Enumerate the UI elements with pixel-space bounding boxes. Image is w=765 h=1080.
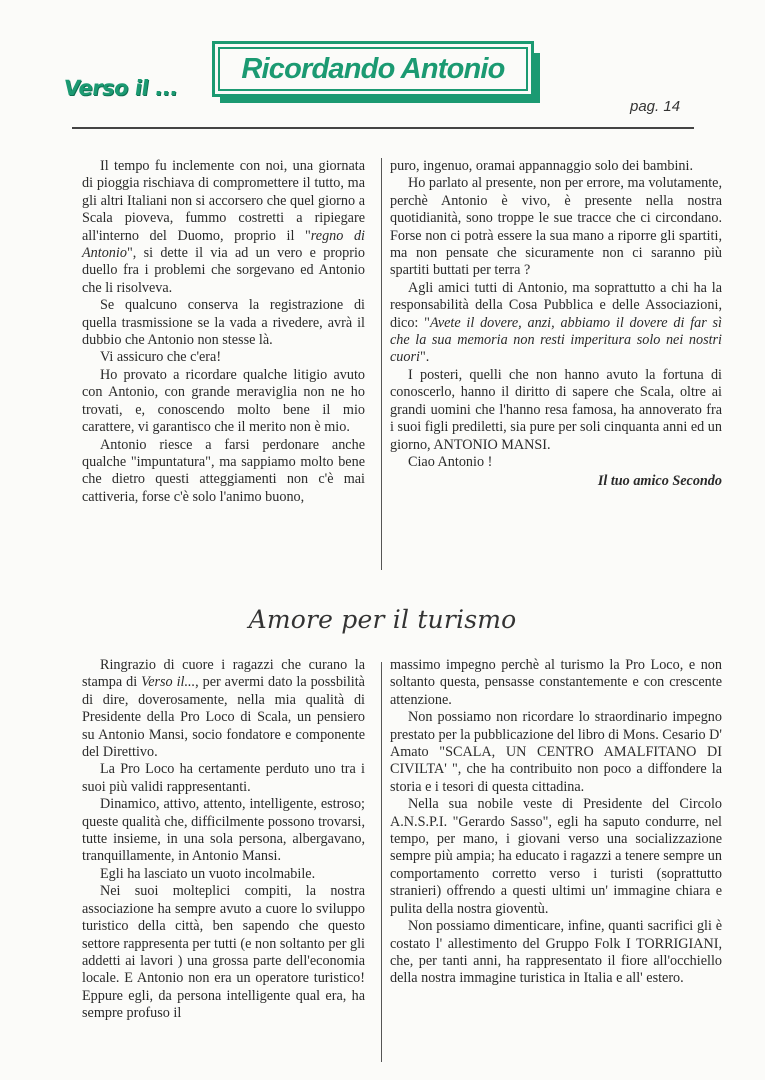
paragraph: puro, ingenuo, oramai appannaggio solo dei bambini. [390,158,693,174]
text: Ringrazio di cuore i ragazzi che curano la stampa di [82,657,365,691]
paragraph: Ciao Antonio ! [408,453,493,470]
column-divider [381,158,382,570]
article1-column1 [82,158,365,506]
paragraph: Se qualcuno conserva la registrazione di quella trasmissione se la vada a rivedere, avrà il dubbio che Antonio non stesse là. [82,297,365,349]
paragraph: Nella sua nobile veste di Presidente del Circolo A.N.S.P.I. "Gerardo Sasso", egli ha saputo condurre, nel tempo, per mano, i giovani verso una socializzazione sempre più ampia; ha educato i ragazzi a tenere sempre un comportamento corretto verso i turisti (soprattutto stranieri) offrendo a questi ultimi un' immagine chiara e pulita della nostra gioventù. [390,796,722,917]
article2-column2 [390,657,722,988]
logo-verso-il: Verso il ... [62,76,180,100]
text: ", si dette il via ad un vero e proprio duello fra i problemi che sorgevano ed Antonio che li risolveva. [82,245,365,296]
article2-title: Amore per il turismo [248,605,517,634]
page-number: pag. 14 [630,98,681,115]
article2-column1 [82,657,365,1023]
paragraph [82,158,365,297]
paragraph: Nei suoi molteplici compiti, la nostra associazione ha sempre avuto a cuore lo sviluppo turistico della città, ben sapendo che questo settore rappresenta per tutti (e non soltanto per gli addetti ai lavori ) una grossa parte dell'economia locale. E Antonio non era un operatore turistico! Eppure egli, da persona intelligente qual era, ha sempre profuso il [82,883,365,1022]
paragraph: Non possiamo non ricordare lo straordinario impegno prestato per la pubblicazione del libro di Mons. Cesario D' Amato "SCALA, UN CENTRO AMALFITANO DI CIVILTA' ", che ha contribuito non poco a diffondere la storia e i tesori di questa cittadina. [390,709,722,795]
paragraph: massimo impegno perchè al turismo la Pro Loco, e non soltanto questa, pensasse constantemente e con crescente attenzione. [390,657,722,708]
text: , per avermi dato la possbilità di dire, doverosamente, nella mia qualità di Presidente della Pro Loco di Scala, un pensiero su Antonio Mansi, socio fondatore e componente del Direttivo. [82,674,365,761]
paragraph [390,280,722,367]
paragraph: Egli ha lasciato un vuoto incolmabile. [100,865,316,882]
italic-text: Verso il... [141,674,196,691]
paragraph [82,657,365,761]
paragraph: Antonio riesce a farsi perdonare anche qualche "impuntatura", ma sappiamo molto bene che dietro questi atteggiamenti non c'è mai cattiveria, forse c'è solo l'animo buono, [82,436,365,505]
title-box [212,41,534,97]
text: Il tempo fu inclemente con noi, una giornata di pioggia rischiava di compromettere il tutto, ma gli altri Italiani non si accorsero che quel giorno a Scala pioveva, fummo costretti a ripiegare all'interno del Duomo, proprio il " [82,158,365,244]
paragraph: I posteri, quelli che non hanno avuto la fortuna di conoscerlo, hanno il diritto di sapere che Scala, oltre ai grandi uomini che l'hanno resa famosa, ha annoverato fra i suoi figli prediletti, sia pure per soli cinquanta anni ed un giorno, ANTONIO MANSI. [390,366,722,453]
title-box-inner [218,47,528,91]
header-rule [72,127,694,129]
text: ". [419,349,430,366]
text: Agli amici tutti di Antonio, ma soprattutto a chi ha la responsabilità della Cosa Pubblica e delle Associazioni, dico: " [390,279,722,331]
paragraph: Vi assicuro che c'era! [100,349,222,366]
column-divider [381,662,382,1062]
paragraph: Ho provato a ricordare qualche litigio avuto con Antonio, con grande meraviglia non ne ho trovati, e, conoscendo molto bene il mio carattere, vi garantisco che il merito non è mio. [82,366,365,436]
signature: Il tuo amico Secondo [597,473,722,490]
paragraph: Non possiamo dimenticare, infine, quanti sacrifici gli è costato l' allestimento del Gruppo Folk I TORRIGIANI, che, per tanti anni, ha rappresentato il fiore all'occhiello della nostra immagine turistica in Italia e all' estero. [390,918,722,987]
italic-quote: Avete il dovere, anzi, abbiamo il dovere di far sì che la sua memoria non resti imperitura solo nei nostri cuori [390,314,722,366]
article1-column2 [390,158,722,491]
paragraph: La Pro Loco ha certamente perduto uno tra i suoi più validi rappresentanti. [82,761,365,795]
italic-text: regno di Antonio [82,227,366,262]
paragraph: Ho parlato al presente, non per errore, ma volutamente, perchè Antonio è vivo, è presente nella nostra quotidianità, sono troppe le sue tracce che ci circondano. Forse non ci potrà essere la sua mano a riporre gli spartiti, ma non pensate che sicuramente non ci saranno più spartiti buttati per terra ? [390,175,722,279]
section-title: Ricordando Antonio [241,52,505,85]
paragraph: Dinamico, attivo, attento, intelligente, estroso; queste qualità che, difficilmente possono trovarsi, tutte insieme, in una sola persona, albergavano, tranquillamente, in Antonio Mansi. [82,796,365,865]
